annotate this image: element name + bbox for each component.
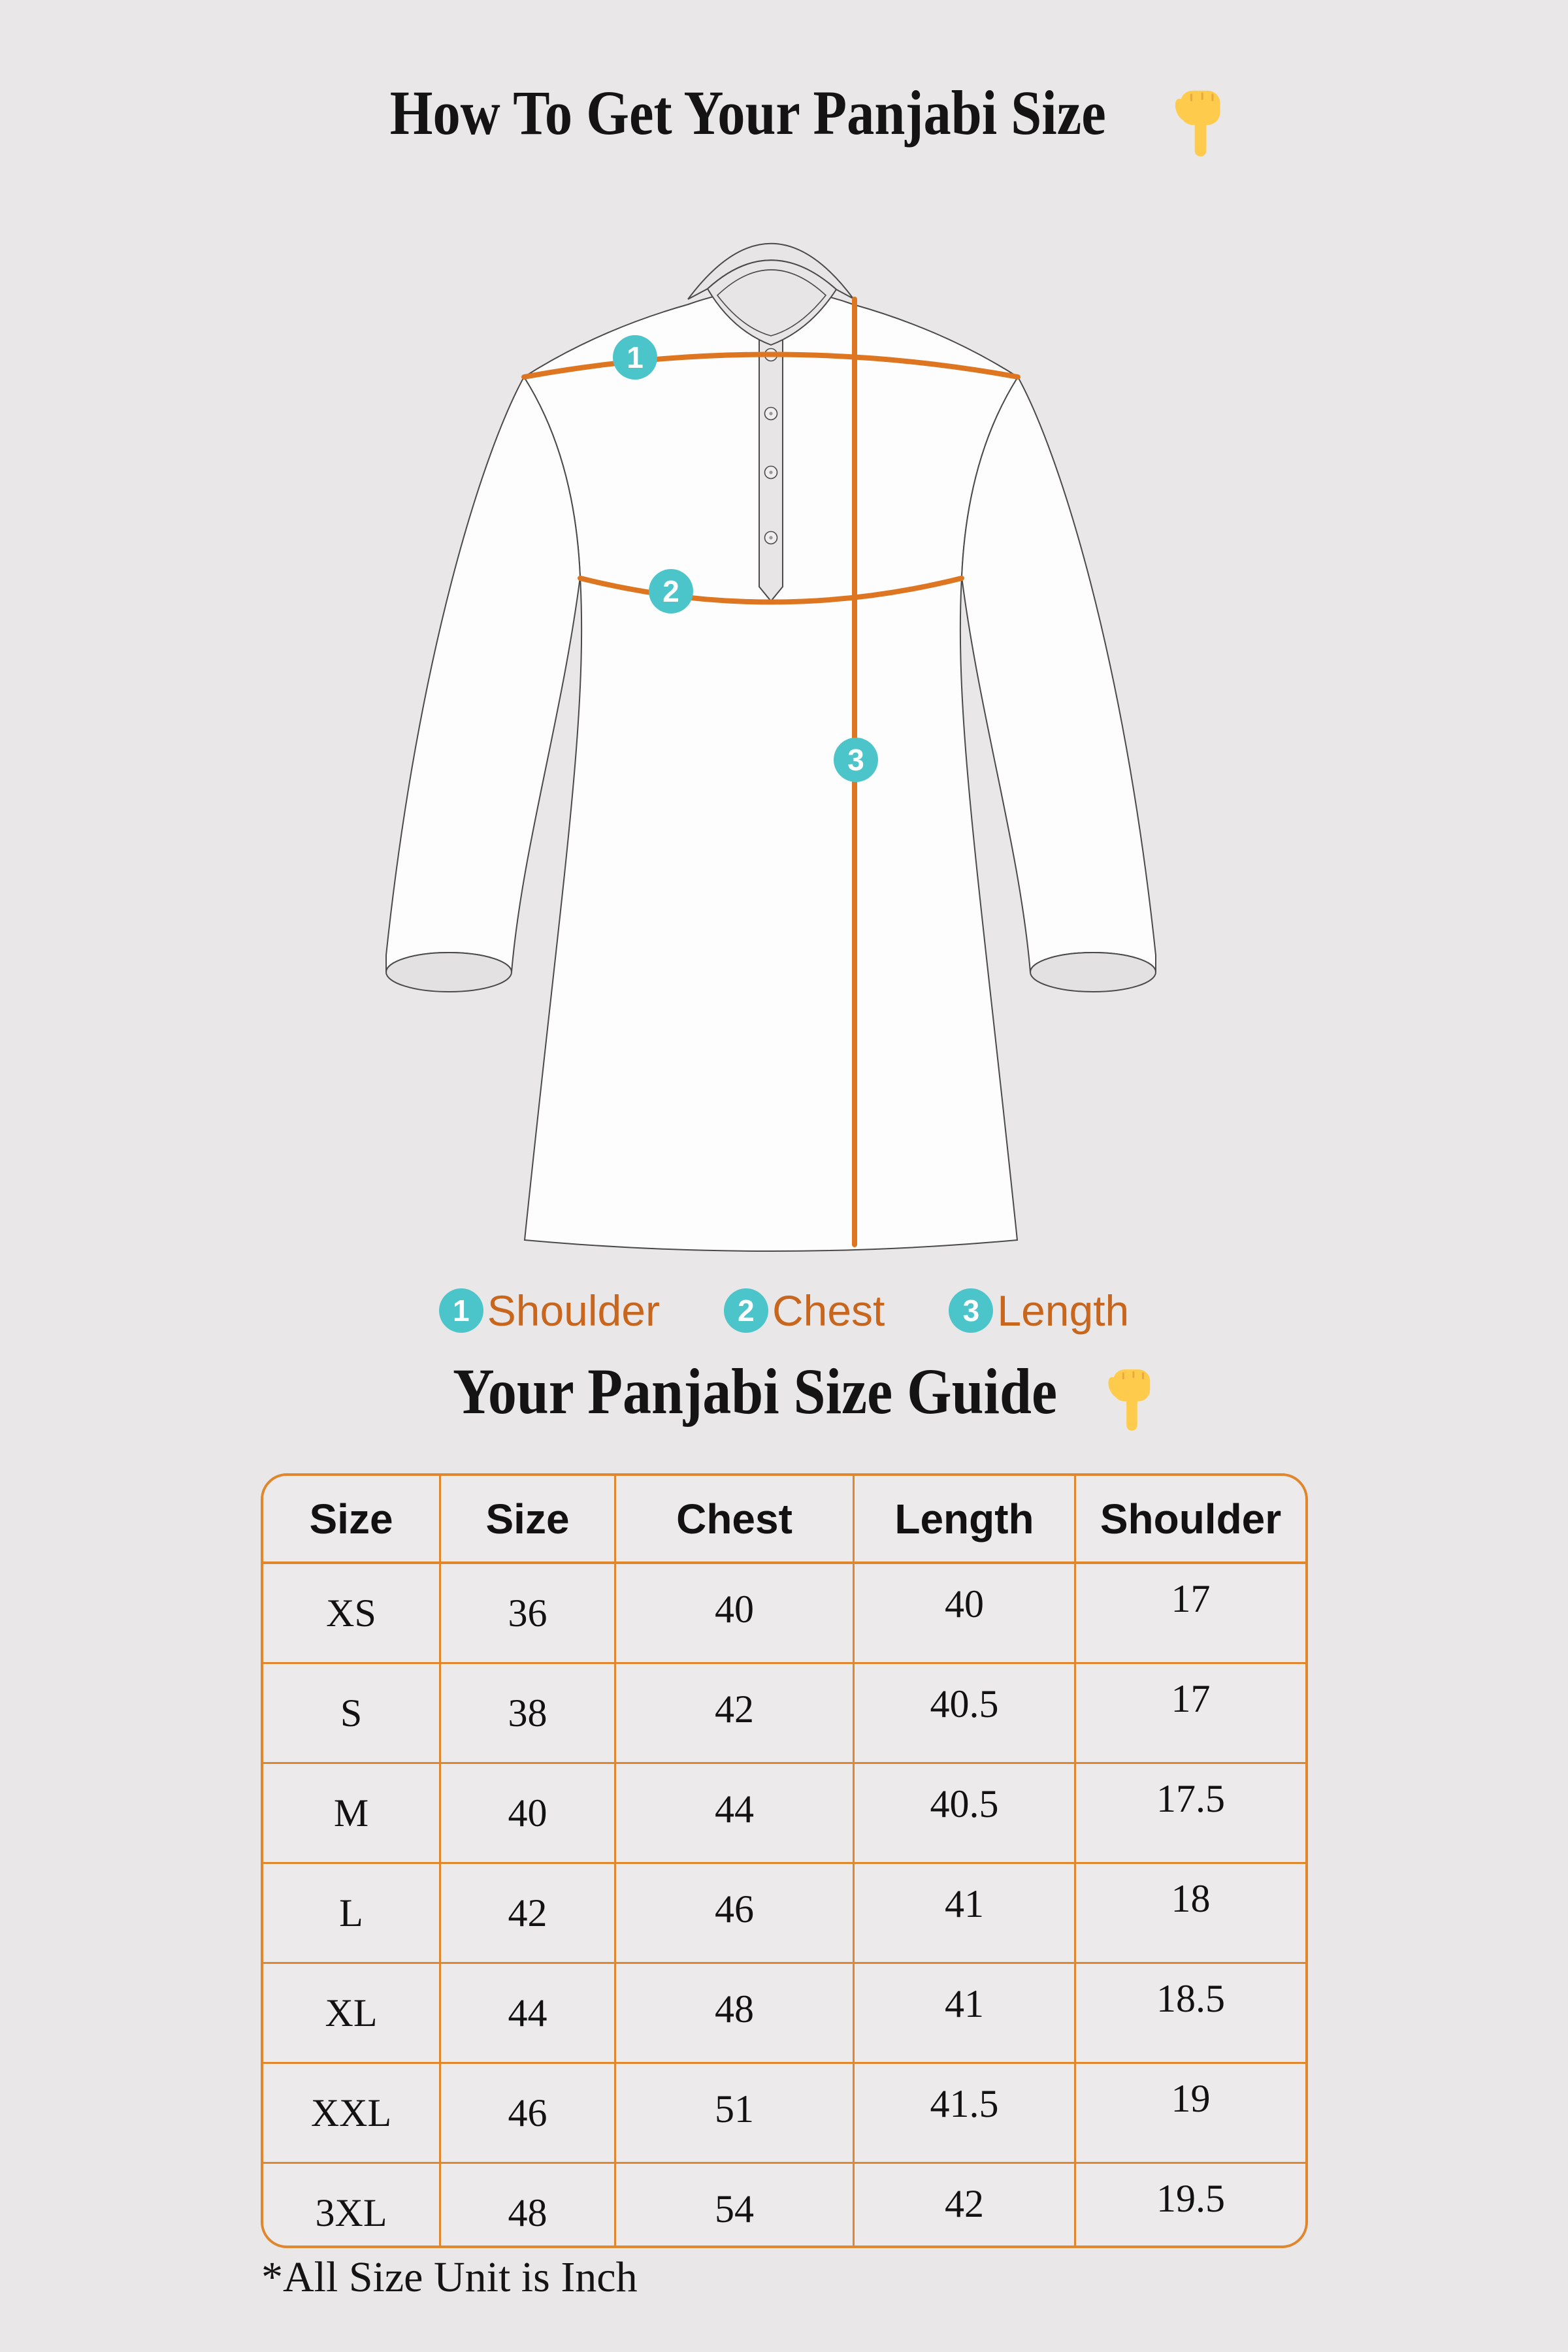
cell: L [263,1864,441,1962]
cell: XL [263,1964,441,2062]
legend-label-shoulder: Shoulder [487,1286,660,1335]
cell: 41 [855,1864,1076,1962]
legend-label-length: Length [997,1286,1130,1335]
guide-title: Your Panjabi Size Guide [453,1355,1058,1428]
legend-item-chest [724,1286,885,1335]
cell: 42 [855,2164,1076,2248]
cell: XS [263,1564,441,1662]
header-shoulder: Shoulder [1100,1495,1282,1543]
table-row-3xl [263,2164,1305,2248]
cell: 42 [616,1664,855,1762]
cell: 46 [616,1864,855,1962]
cell: 40 [616,1564,855,1662]
cell: 41.5 [855,2064,1076,2162]
cell: 40 [441,1764,616,1862]
cell: 44 [616,1764,855,1862]
legend-badge-1: 1 [439,1288,483,1333]
svg-text:3: 3 [847,743,864,777]
cell: 18 [1171,1876,1211,1920]
cell: 19.5 [1156,2176,1225,2220]
table-row-m [263,1764,1305,1864]
cell: 51 [616,2064,855,2162]
cell: 38 [441,1664,616,1762]
guide-title-row [0,1354,1568,1432]
main-title-row [0,77,1568,158]
measure-legend [0,1286,1568,1335]
pointing-down-hand-icon [1172,86,1227,158]
header-size-letter: Size [263,1476,441,1561]
legend-badge-3: 3 [949,1288,993,1333]
legend-label-chest: Chest [772,1286,885,1335]
legend-badge-2: 2 [724,1288,768,1333]
cell: XXL [263,2064,441,2162]
table-row-xl [263,1964,1305,2064]
header-size-number: Size [441,1476,616,1561]
header-chest: Chest [616,1476,855,1561]
legend-item-shoulder [439,1286,660,1335]
panjabi-illustration [353,209,1215,1267]
pointing-down-hand-icon [1105,1365,1156,1432]
cell: 40.5 [855,1664,1076,1762]
cell: M [263,1764,441,1862]
cell: 41 [855,1964,1076,2062]
svg-text:2: 2 [662,574,679,608]
cell: 40 [855,1564,1076,1662]
size-table [261,1473,1308,2248]
cell: 46 [441,2064,616,2162]
right-sleeve [962,377,1156,972]
cell: 3XL [263,2164,441,2248]
cell: 17 [1171,1676,1211,1720]
left-cuff-opening [386,953,512,992]
cell: 17 [1171,1576,1211,1620]
svg-text:1: 1 [627,340,644,374]
page-title: How To Get Your Panjabi Size [389,78,1107,148]
table-row-s [263,1664,1305,1764]
table-row-xs [263,1564,1305,1664]
cell: 40.5 [855,1764,1076,1862]
cell: 44 [441,1964,616,2062]
cell: 42 [441,1864,616,1962]
cell: 17.5 [1156,1776,1225,1820]
table-row-l [263,1864,1305,1964]
legend-item-length [949,1286,1129,1335]
cell: 19 [1171,2076,1211,2120]
header-length: Length [855,1476,1076,1561]
cell: 48 [616,1964,855,2062]
cell: 36 [441,1564,616,1662]
cell: 54 [616,2164,855,2248]
cell: S [263,1664,441,1762]
unit-footnote: *All Size Unit is Inch [261,2253,638,2301]
right-cuff-opening [1030,953,1156,992]
size-table-header-row [263,1476,1305,1564]
cell: 48 [441,2164,616,2248]
cell: 18.5 [1156,1976,1225,2020]
table-row-xxl [263,2064,1305,2164]
left-sleeve [386,377,580,972]
